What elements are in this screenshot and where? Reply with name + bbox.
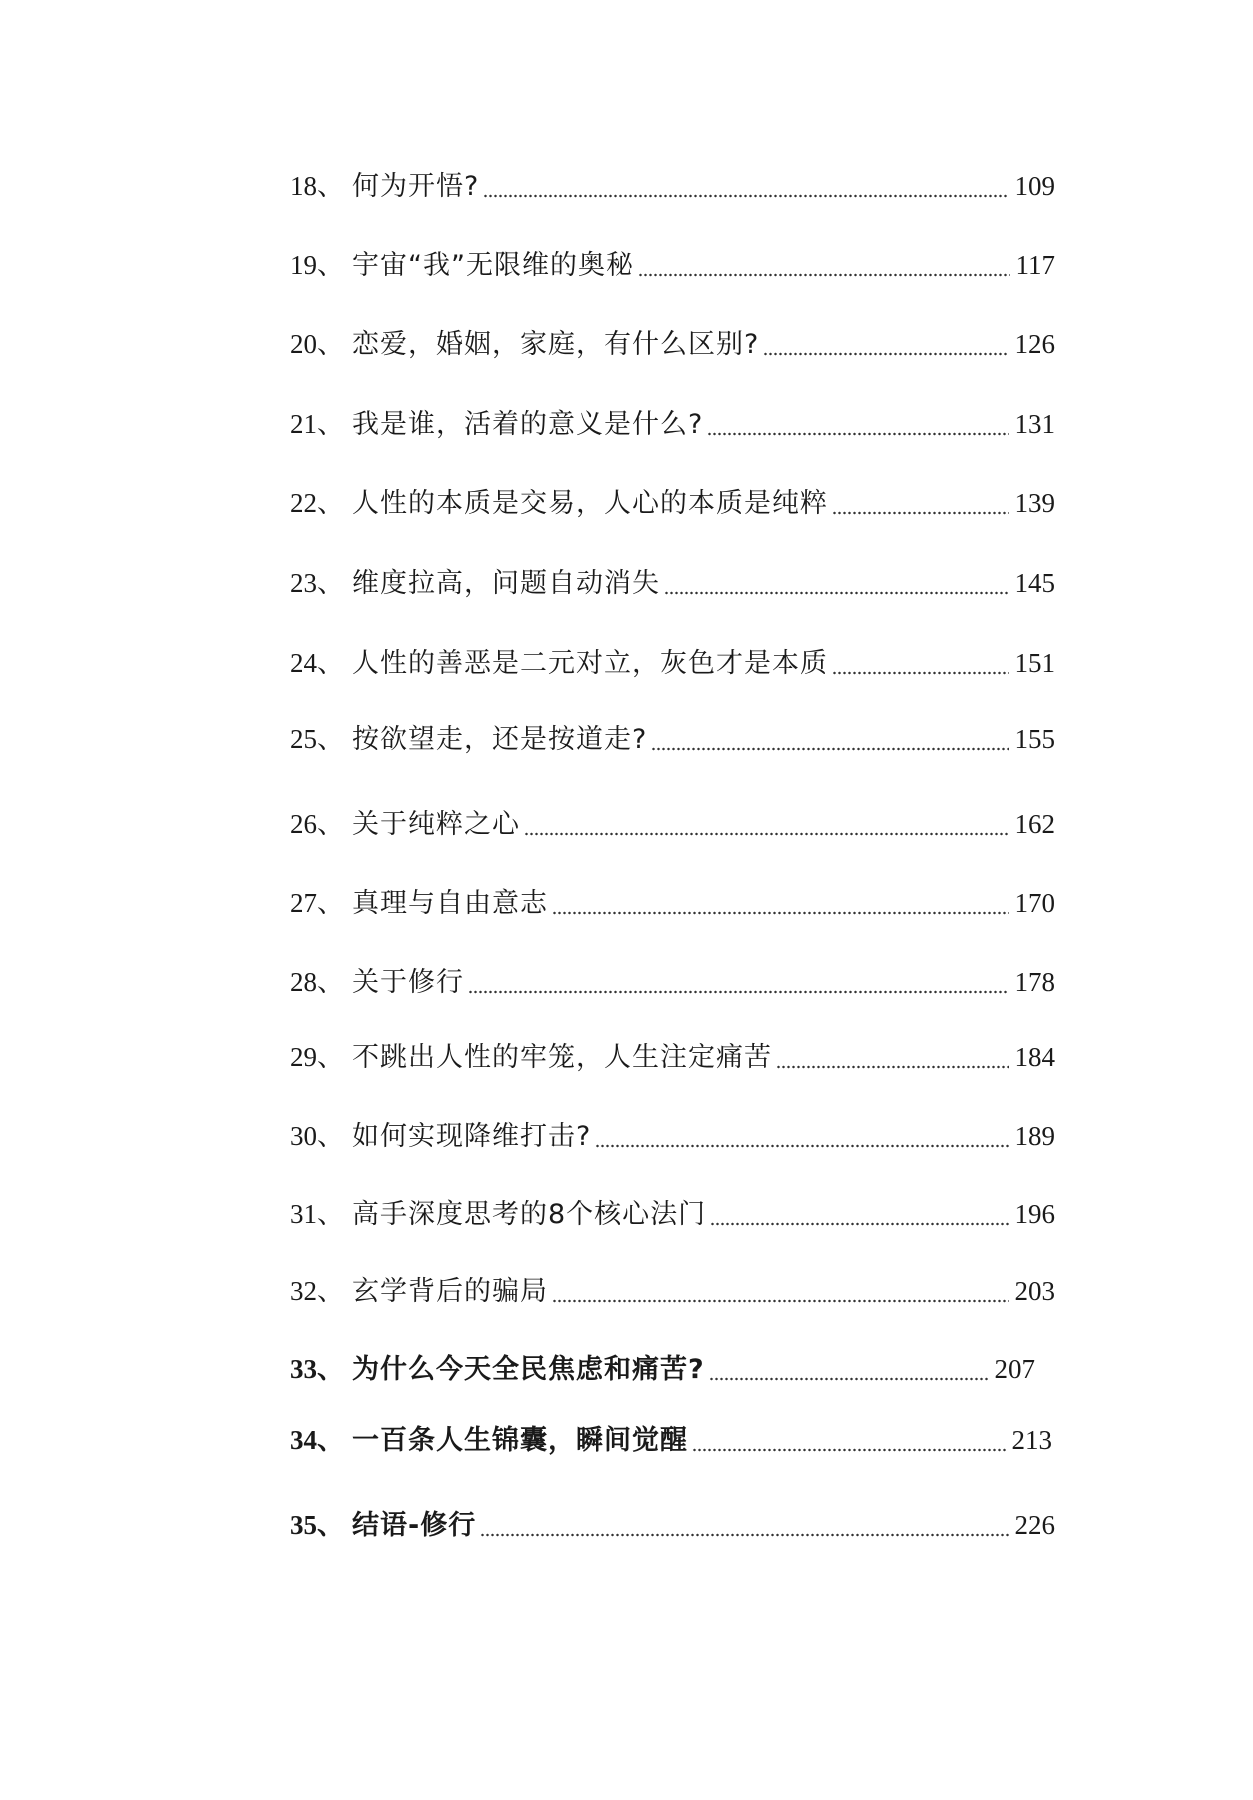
entry-title: 玄学背后的骗局 <box>352 1276 548 1307</box>
entry-page-number: 226 <box>1014 1510 1055 1540</box>
entry-title: 我是谁，活着的意义是什么? <box>352 409 704 440</box>
entry-page-number: 139 <box>1014 488 1055 518</box>
toc-entry-23[interactable] <box>290 561 1055 605</box>
dot-leader <box>709 1376 989 1382</box>
entry-separator: 、 <box>317 488 344 519</box>
toc-entry-26[interactable] <box>290 802 1055 846</box>
entry-separator: 、 <box>317 1199 344 1230</box>
entry-title: 人性的本质是交易，人心的本质是纯粹 <box>352 488 828 519</box>
dot-leader <box>763 351 1008 357</box>
entry-title: 维度拉高，问题自动消失 <box>352 568 660 599</box>
entry-separator: 、 <box>317 648 344 679</box>
entry-number: 23 <box>290 568 317 598</box>
entry-number: 35 <box>290 1510 317 1540</box>
toc-entry-32[interactable] <box>290 1269 1055 1313</box>
toc-entry-20[interactable] <box>290 322 1055 366</box>
entry-number: 33 <box>290 1354 317 1384</box>
dot-leader <box>710 1221 1008 1227</box>
entry-page-number: 162 <box>1014 809 1055 839</box>
entry-page-number: 196 <box>1014 1199 1055 1229</box>
entry-separator: 、 <box>317 1042 344 1073</box>
entry-number: 32 <box>290 1276 317 1306</box>
toc-entry-30[interactable] <box>290 1114 1055 1158</box>
toc-entry-28[interactable] <box>290 960 1055 1004</box>
entry-number: 28 <box>290 967 317 997</box>
entry-page-number: 145 <box>1014 568 1055 598</box>
dot-leader <box>480 1532 1008 1538</box>
entry-page-number: 155 <box>1014 724 1055 754</box>
entry-page-number: 178 <box>1014 967 1055 997</box>
entry-number: 30 <box>290 1121 317 1151</box>
entry-separator: 、 <box>317 568 344 599</box>
entry-title: 何为开悟? <box>352 171 480 202</box>
entry-page-number: 131 <box>1014 409 1055 439</box>
entry-number: 31 <box>290 1199 317 1229</box>
toc-entry-22[interactable] <box>290 481 1055 525</box>
entry-separator: 、 <box>317 409 344 440</box>
entry-number: 24 <box>290 648 317 678</box>
toc-entry-21[interactable] <box>290 402 1055 446</box>
entry-title: 不跳出人性的牢笼，人生注定痛苦 <box>352 1042 772 1073</box>
dot-leader <box>483 193 1008 199</box>
entry-separator: 、 <box>317 1510 344 1541</box>
entry-separator: 、 <box>317 329 344 360</box>
dot-leader <box>638 272 1010 278</box>
toc-entry-27[interactable] <box>290 881 1055 925</box>
entry-separator: 、 <box>317 1121 344 1152</box>
entry-separator: 、 <box>317 1354 344 1385</box>
dot-leader <box>707 431 1008 437</box>
entry-title: 宇宙“我”无限维的奥秘 <box>352 250 634 281</box>
entry-number: 22 <box>290 488 317 518</box>
entry-title: 为什么今天全民焦虑和痛苦? <box>352 1354 705 1385</box>
toc-entry-31[interactable] <box>290 1192 1055 1236</box>
entry-separator: 、 <box>317 1276 344 1307</box>
toc-entry-33[interactable] <box>290 1347 1035 1391</box>
entry-number: 20 <box>290 329 317 359</box>
entry-number: 34 <box>290 1425 317 1455</box>
dot-leader <box>692 1447 1006 1453</box>
dot-leader <box>468 989 1009 995</box>
dot-leader <box>832 670 1009 676</box>
entry-page-number: 189 <box>1014 1121 1055 1151</box>
toc-entry-25[interactable] <box>290 717 1055 761</box>
entry-title: 如何实现降维打击? <box>352 1121 592 1152</box>
entry-number: 19 <box>290 250 317 280</box>
entry-title: 人性的善恶是二元对立，灰色才是本质 <box>352 648 828 679</box>
entry-page-number: 203 <box>1014 1276 1055 1306</box>
entry-title: 真理与自由意志 <box>352 888 548 919</box>
entry-title: 恋爱，婚姻，家庭，有什么区别? <box>352 329 760 360</box>
entry-number: 21 <box>290 409 317 439</box>
dot-leader <box>664 590 1009 596</box>
entry-title: 关于修行 <box>352 967 464 998</box>
entry-number: 29 <box>290 1042 317 1072</box>
entry-title: 结语-修行 <box>352 1510 477 1541</box>
entry-page-number: 151 <box>1014 648 1055 678</box>
entry-title: 一百条人生锦囊，瞬间觉醒 <box>352 1425 688 1456</box>
entry-page-number: 126 <box>1014 329 1055 359</box>
dot-leader <box>651 746 1008 752</box>
entry-separator: 、 <box>317 809 344 840</box>
toc-entry-29[interactable] <box>290 1035 1055 1079</box>
entry-page-number: 207 <box>994 1354 1035 1384</box>
entry-separator: 、 <box>317 250 344 281</box>
dot-leader <box>595 1143 1008 1149</box>
dot-leader <box>552 1298 1009 1304</box>
toc-entry-24[interactable] <box>290 641 1055 685</box>
entry-page-number: 117 <box>1015 250 1055 280</box>
entry-number: 25 <box>290 724 317 754</box>
dot-leader <box>552 910 1009 916</box>
entry-page-number: 184 <box>1014 1042 1055 1072</box>
entry-title: 按欲望走，还是按道走? <box>352 724 648 755</box>
entry-page-number: 213 <box>1011 1425 1052 1455</box>
toc-entry-18[interactable] <box>290 164 1055 208</box>
toc-entry-35[interactable] <box>290 1503 1055 1547</box>
entry-separator: 、 <box>317 967 344 998</box>
entry-page-number: 109 <box>1014 171 1055 201</box>
toc-entry-34[interactable] <box>290 1418 1052 1462</box>
entry-number: 27 <box>290 888 317 918</box>
dot-leader <box>524 831 1009 837</box>
entry-number: 18 <box>290 171 317 201</box>
entry-number: 26 <box>290 809 317 839</box>
entry-page-number: 170 <box>1014 888 1055 918</box>
entry-separator: 、 <box>317 171 344 202</box>
dot-leader <box>776 1064 1009 1070</box>
entry-separator: 、 <box>317 1425 344 1456</box>
dot-leader <box>832 510 1009 516</box>
entry-title: 高手深度思考的8个核心法门 <box>352 1199 707 1230</box>
entry-separator: 、 <box>317 724 344 755</box>
toc-entry-19[interactable] <box>290 243 1055 287</box>
entry-title: 关于纯粹之心 <box>352 809 520 840</box>
entry-separator: 、 <box>317 888 344 919</box>
